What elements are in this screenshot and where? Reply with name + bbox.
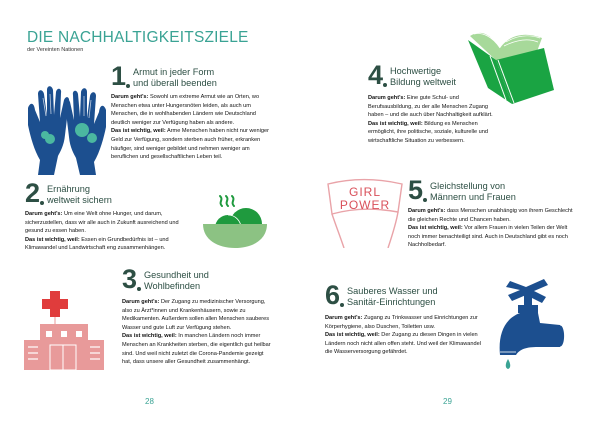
number-dot	[126, 84, 130, 88]
important-label: Das ist wichtig, weil:	[325, 332, 380, 339]
water-tap-icon	[496, 275, 576, 370]
goal-5	[408, 177, 578, 250]
page-number-left: 28	[145, 397, 154, 406]
number-dot	[40, 201, 44, 205]
goal-number: 1	[111, 61, 126, 91]
goal-header	[325, 282, 485, 309]
important-label: Das ist wichtig, weil:	[368, 120, 423, 127]
goal-2	[25, 180, 190, 253]
why-label: Darum geht's:	[368, 95, 406, 101]
goal-header	[122, 266, 272, 293]
important-text: Arme Menschen haben nicht nur weniger Geld zur Verfügung, sondern sterben auch früher, erkranken häufiger, sind weniger gebildet und nehmen weniger am beruflichen und gesellschaftlichen Leben teil.	[111, 128, 269, 161]
banner-line2: POWER	[339, 198, 391, 212]
goal-header	[408, 177, 578, 204]
why-label: Darum geht's:	[111, 94, 149, 100]
important-text: Essen ein Grundbedürfnis ist – und Klimawandel und Landwirtschaft eng zusammenhängen.	[25, 236, 169, 252]
number-dot	[137, 287, 141, 291]
number-dot	[383, 83, 387, 87]
important-label: Das ist wichtig, weil:	[122, 333, 177, 340]
goal-6	[325, 282, 485, 357]
number-dot	[423, 198, 427, 202]
goal-body	[325, 314, 485, 357]
page-subtitle: der Vereinten Nationen	[27, 47, 84, 53]
goal-body	[122, 298, 272, 367]
important-label: Das ist wichtig, weil:	[408, 225, 463, 232]
banner-line1: GIRL	[348, 185, 382, 199]
goal-title: Hochwertige Bildung weltweit	[390, 66, 456, 87]
why-text: dass Menschen unabhängig von ihrem Geschlecht die gleichen Rechte und Chancen haben.	[408, 208, 573, 223]
why-text: Zugang zu Trinkwasser und Einrichtungen zur Körperhygiene, also Duschen, Toiletten usw.	[325, 315, 478, 330]
number-dot	[340, 303, 344, 307]
goal-number: 6	[325, 280, 340, 310]
goal-title: Ernährung weltweit sichern	[47, 184, 112, 205]
goal-3	[122, 266, 272, 367]
goal-number: 4	[368, 60, 383, 90]
why-label: Darum geht's:	[25, 211, 63, 217]
important-text: Vor allem Frauen in vielen Teilen der Welt noch immer benachteiligt sind. Auch in Deutschland gibt es noch Nachholbedarf.	[408, 225, 568, 249]
hands-with-coins-icon	[20, 80, 110, 175]
page-title: DIE NACHHALTIGKEITSZIELE	[27, 29, 249, 46]
important-text: Der Zugang zu diesen Dingen in vielen Ländern noch nicht allen offen steht. Und weil der Klimawandel die Wasserversorgung gefährdet.	[325, 332, 481, 356]
goal-title: Sauberes Wasser und Sanitär-Einrichtungen	[347, 286, 438, 307]
why-label: Darum geht's:	[325, 315, 363, 321]
goal-body	[111, 93, 271, 162]
hospital-icon	[22, 287, 107, 372]
goal-body	[25, 210, 190, 253]
important-text: In manchen Ländern noch immer Menschen an Krankheiten sterben, die eigentlich gut heilbar sind. Und weil nicht zuletzt die Corona-Pandemie gezeigt hat, dass unsere aller Gesundheit zusammenhängt.	[122, 333, 271, 366]
why-text: Sowohl um extreme Armut wie an Orten, wo Menschen etwa unter Hungersnöten leiden, als auch um Menschen, die in wohlhabenden Ländern wie Deutschland deutlich weniger zur Verfügung haben als andere.	[111, 94, 260, 126]
girl-power-banner-icon	[326, 178, 404, 248]
goal-title: Armut in jeder Form und überall beenden	[133, 67, 217, 88]
food-bowl-icon	[200, 188, 270, 248]
goal-body	[408, 207, 578, 250]
goal-number: 2	[25, 178, 40, 208]
important-label: Das ist wichtig, weil:	[111, 128, 166, 135]
page-right	[300, 0, 600, 426]
goal-number: 5	[408, 175, 423, 205]
goal-header	[111, 63, 271, 90]
goal-1	[111, 63, 271, 162]
goal-title: Gesundheit und Wohlbefinden	[144, 270, 209, 291]
why-label: Darum geht's:	[408, 208, 446, 214]
goal-number: 3	[122, 264, 137, 294]
open-book-icon	[466, 30, 556, 105]
why-text: Eine gute Schul- und Berufsausbildung, zu der alle Menschen Zugang haben – und die auch über Nachhaltigkeit aufklärt.	[368, 95, 493, 119]
page-number-right: 29	[443, 397, 452, 406]
important-text: Bildung es Menschen ermöglicht, ihre politische, soziale, kulturelle und wirtschaftliche Situation zu verbessern.	[368, 120, 489, 144]
why-label: Darum geht's:	[122, 299, 160, 305]
why-text: Um eine Welt ohne Hunger, und darum, sicherzustellen, dass wir alle auch in Zukunft ausreichend und gesund zu essen haben.	[25, 211, 179, 235]
why-text: Der Zugang zu medizinischer Versorgung, also zu Ärzt*innen und Krankenhäusern, sowie zu Medikamenten. Außerdem sollen allen Menschen sauberes Wasser und gute Luft zur Verfügung stehen.	[122, 299, 270, 331]
important-label: Das ist wichtig, weil:	[25, 236, 80, 243]
goal-title: Gleichstellung von Männern und Frauen	[430, 181, 516, 202]
goal-header	[25, 180, 190, 207]
